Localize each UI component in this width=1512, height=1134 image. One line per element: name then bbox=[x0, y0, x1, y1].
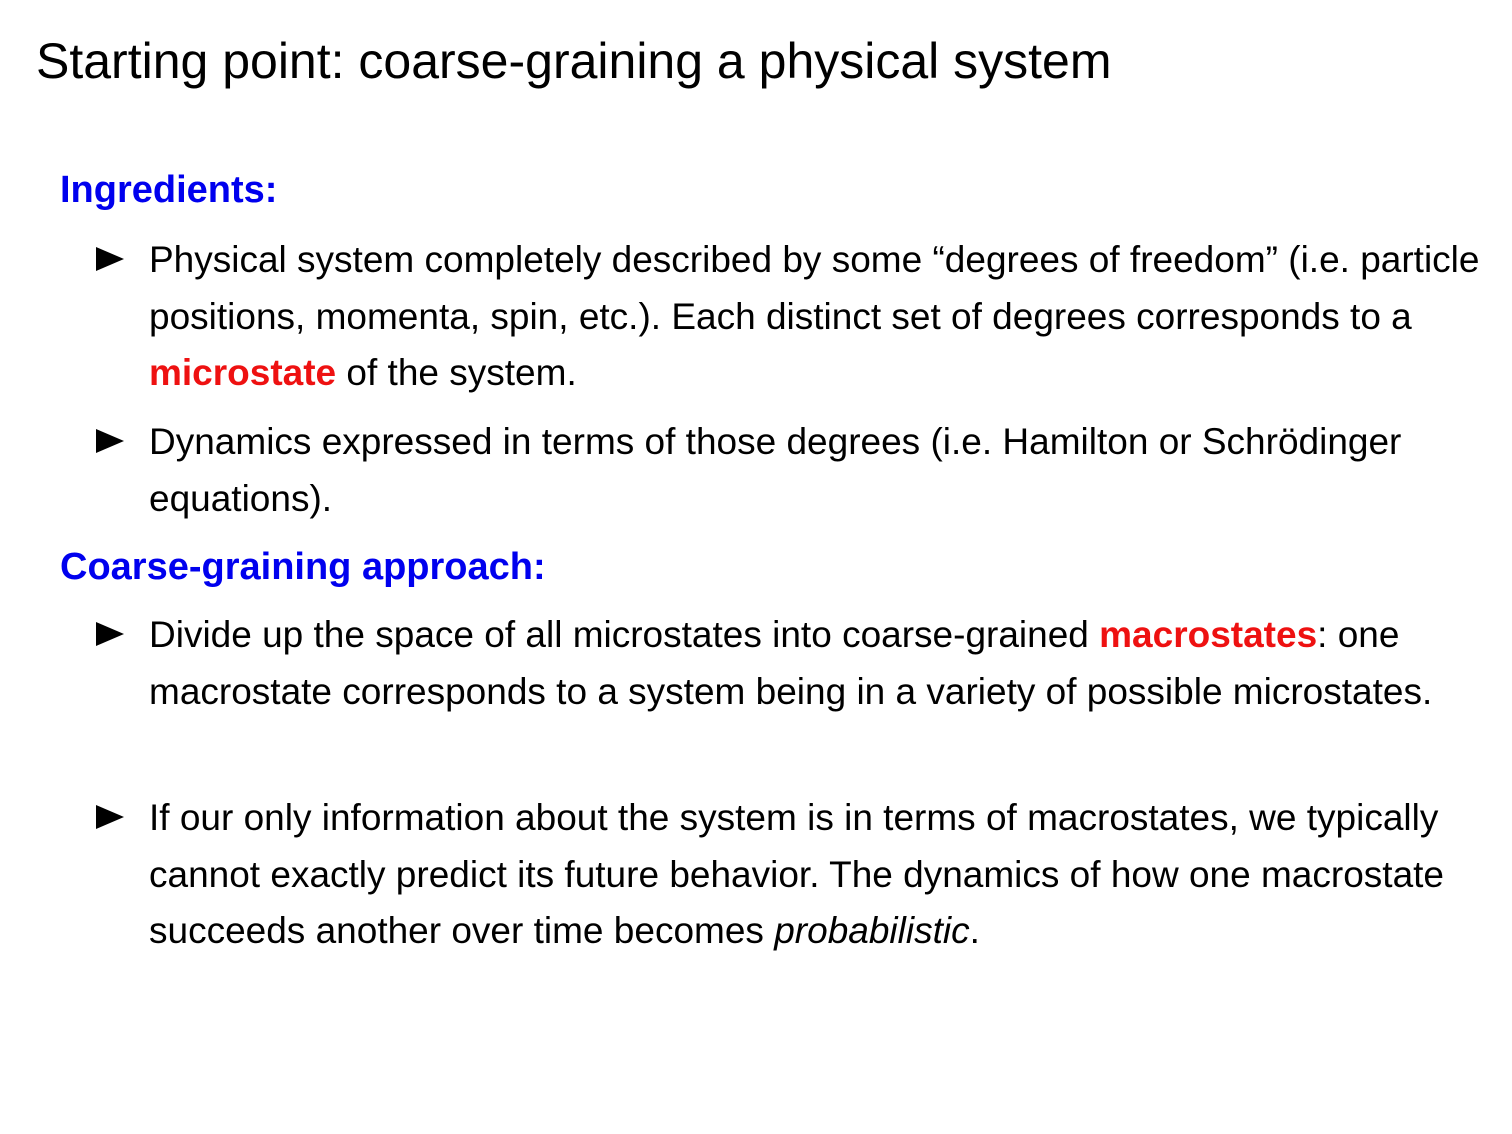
triangle-right-icon bbox=[96, 805, 124, 829]
bullet-text-after: of the system. bbox=[336, 352, 577, 393]
bullet-text-before: If our only information about the system is in terms of macrostates, we typically cannot exactly predict its future behavior. The dynamics of how one macrostate succeeds another over time becomes bbox=[149, 797, 1444, 951]
bullet-text-after: . bbox=[969, 910, 980, 951]
bullet-text-before: Physical system completely described by some “degrees of freedom” (i.e. particle positions, momenta, spin, etc.). Each distinct set of degrees corresponds to a bbox=[149, 239, 1480, 337]
term-macrostates: macrostates bbox=[1099, 614, 1318, 655]
bullet-text bbox=[149, 232, 1486, 402]
bullet-text bbox=[149, 607, 1449, 720]
term-microstate: microstate bbox=[149, 352, 337, 393]
slide-title: Starting point: coarse-graining a physical system bbox=[36, 33, 1112, 89]
section-heading-ingredients: Ingredients: bbox=[60, 169, 278, 211]
emphasis-probabilistic: probabilistic bbox=[774, 910, 970, 951]
bullet-text-after: : one macrostate corresponds to a system being in a variety of possible microstates. bbox=[149, 614, 1433, 712]
bullet-text bbox=[149, 790, 1486, 960]
triangle-right-icon bbox=[96, 429, 124, 453]
section-heading-coarse-graining-approach: Coarse-graining approach: bbox=[60, 546, 546, 588]
bullet-text: Dynamics expressed in terms of those degrees (i.e. Hamilton or Schrödinger equations). bbox=[149, 421, 1402, 519]
bullet-text-before: Divide up the space of all microstates into coarse-grained bbox=[149, 614, 1100, 655]
triangle-right-icon bbox=[96, 247, 124, 271]
triangle-right-icon bbox=[96, 622, 124, 646]
